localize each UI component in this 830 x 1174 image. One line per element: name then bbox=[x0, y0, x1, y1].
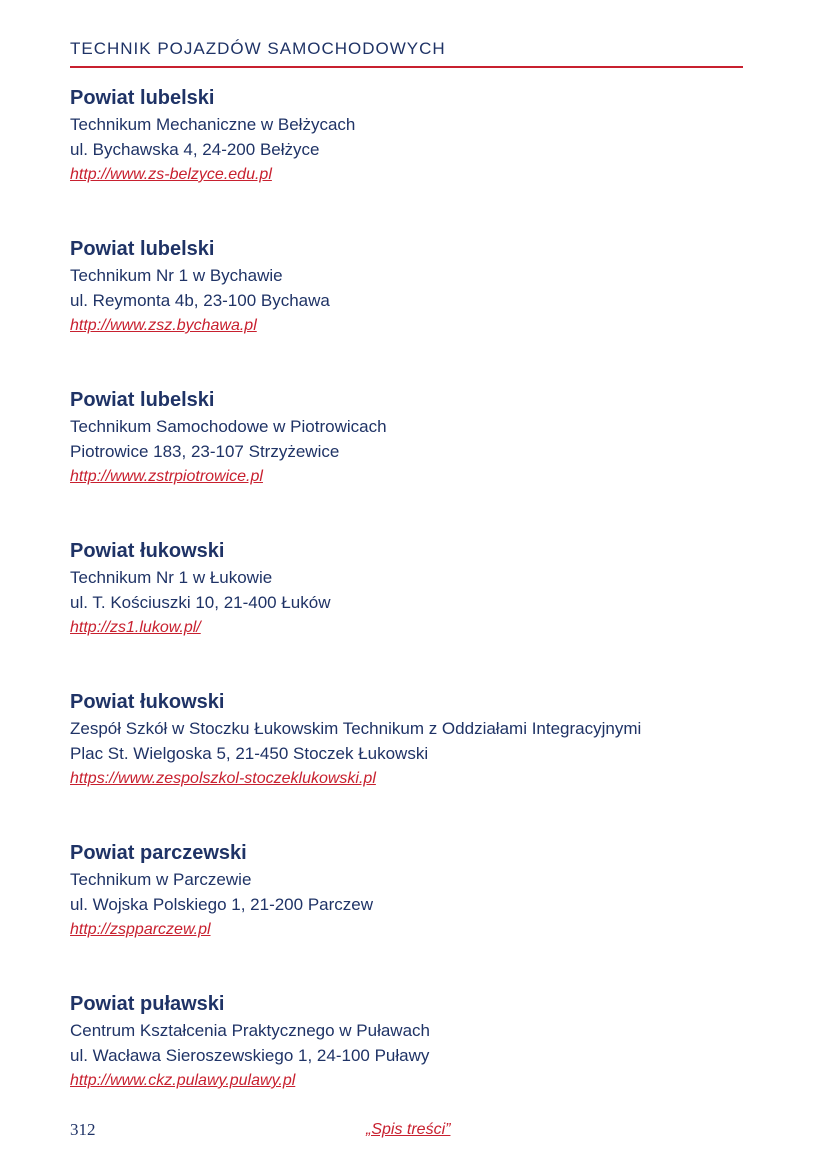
school-website-link[interactable]: http://www.zsz.bychawa.pl bbox=[70, 317, 257, 334]
school-address: Piotrowice 183, 23-107 Strzyżewice bbox=[70, 442, 340, 461]
page-header bbox=[70, 38, 743, 68]
school-entry bbox=[70, 839, 770, 990]
school-list bbox=[70, 84, 770, 1141]
school-website-link[interactable]: http://zs1.lukow.pl/ bbox=[70, 619, 201, 636]
page-footer bbox=[70, 1118, 743, 1142]
school-website-link[interactable]: https://www.zespolszkol-stoczeklukowski.pl bbox=[70, 770, 376, 787]
page-title: TECHNIK POJAZDÓW SAMOCHODOWYCH bbox=[70, 39, 446, 58]
school-address: ul. Wacława Sieroszewskiego 1, 24-100 Puławy bbox=[70, 1046, 430, 1065]
school-website-link[interactable]: http://zspparczew.pl bbox=[70, 921, 211, 938]
school-website-link[interactable]: http://www.zstrpiotrowice.pl bbox=[70, 468, 263, 485]
table-of-contents-link[interactable]: „Spis treści” bbox=[366, 1121, 451, 1138]
school-entry bbox=[70, 537, 770, 688]
county-heading: Powiat łukowski bbox=[70, 540, 225, 562]
school-address: ul. Wojska Polskiego 1, 21-200 Parczew bbox=[70, 895, 374, 914]
school-website-link[interactable]: http://www.zs-belzyce.edu.pl bbox=[70, 166, 272, 183]
school-name: Technikum Nr 1 w Łukowie bbox=[70, 568, 273, 587]
school-name: Technikum w Parczewie bbox=[70, 870, 252, 889]
school-address: ul. Bychawska 4, 24-200 Bełżyce bbox=[70, 140, 320, 159]
school-entry bbox=[70, 386, 770, 537]
school-address: Plac St. Wielgoska 5, 21-450 Stoczek Łukowski bbox=[70, 744, 429, 763]
county-heading: Powiat łukowski bbox=[70, 691, 225, 713]
county-heading: Powiat lubelski bbox=[70, 87, 215, 109]
county-heading: Powiat parczewski bbox=[70, 842, 247, 864]
school-website-link[interactable]: http://www.ckz.pulawy.pulawy.pl bbox=[70, 1072, 296, 1089]
county-heading: Powiat puławski bbox=[70, 993, 225, 1015]
school-name: Technikum Mechaniczne w Bełżycach bbox=[70, 115, 356, 134]
county-heading: Powiat lubelski bbox=[70, 389, 215, 411]
county-heading: Powiat lubelski bbox=[70, 238, 215, 260]
school-entry bbox=[70, 235, 770, 386]
school-address: ul. T. Kościuszki 10, 21-400 Łuków bbox=[70, 593, 331, 612]
school-entry bbox=[70, 688, 770, 839]
school-name: Technikum Samochodowe w Piotrowicach bbox=[70, 417, 387, 436]
school-name: Zespół Szkół w Stoczku Łukowskim Technikum z Oddziałami Integracyjnymi bbox=[70, 719, 642, 738]
school-address: ul. Reymonta 4b, 23-100 Bychawa bbox=[70, 291, 330, 310]
school-entry bbox=[70, 84, 770, 235]
school-name: Technikum Nr 1 w Bychawie bbox=[70, 266, 283, 285]
school-name: Centrum Kształcenia Praktycznego w Puławach bbox=[70, 1021, 430, 1040]
page-number: 312 bbox=[70, 1120, 96, 1139]
